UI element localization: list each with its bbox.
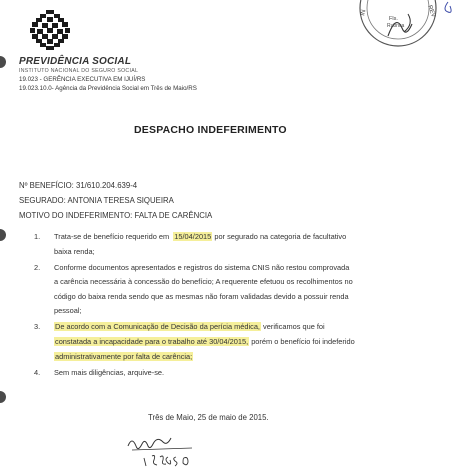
- page-stamp-icon: [358, 0, 438, 50]
- brand-name: PREVIDÊNCIA SOCIAL: [19, 56, 132, 67]
- item-number: 2.: [34, 262, 41, 272]
- list-item: 3. De acordo com a Comunicação de Decisão da perícia médica, verificamos que foi constatada a incapacidade para o trabalho até 30/04/2015, porém o benefício foi indeferido administrativamente por falta de carência;: [34, 322, 355, 361]
- highlight-text: De acordo com a Comunicação de Decisão da perícia médica,: [55, 322, 260, 332]
- signature-icon: [120, 432, 210, 472]
- despacho-list: [34, 230, 414, 382]
- item-number: 1.: [34, 232, 41, 241]
- date-line: Três de Maio, 25 de maio de 2015.: [148, 413, 269, 422]
- gerencia-line: 19.023 - GERÊNCIA EXECUTIVA EM IJUÍ/RS: [19, 76, 146, 83]
- stamp-sub: Rubrica: [387, 23, 405, 29]
- svg-text:REV: REV: [426, 4, 436, 19]
- punch-hole: [0, 56, 6, 68]
- document-title: DESPACHO INDEFERIMENTO: [134, 124, 287, 136]
- highlight-text: constatada a incapacidade para o trabalho até 30/04/2015,: [55, 336, 249, 346]
- item-number: 3.: [34, 322, 41, 332]
- segurado-field: SEGURADO: ANTONIA TERESA SIQUEIRA: [19, 196, 174, 205]
- previdencia-logo-icon: [28, 8, 72, 52]
- institute-name: INSTITUTO NACIONAL DO SEGURO SOCIAL: [19, 68, 139, 74]
- item-number: 4.: [34, 367, 41, 377]
- agencia-line: 19.023.10.0- Agência da Previdência Social em Três de Maio/RS: [19, 85, 197, 92]
- list-item: 1. Trata-se de benefício requerido em 15/04/2015 por segurado na categoria de facultativo baixa renda;: [34, 232, 347, 256]
- list-item: 2. Conforme documentos apresentados e registros do sistema CNIS não restou comprovada a carência necessária à concessão do benefício; A requerente efetuou os recolhimentos no código do baixa renda sendo que as mesmas não foram validadas devido a possuir renda pessoal;: [34, 262, 353, 316]
- svg-text:IN: IN: [360, 9, 368, 17]
- stamp-label: Fls.: [389, 16, 398, 22]
- highlight-text: administrativamente por falta de carência;: [55, 351, 193, 361]
- initial-mark-icon: [440, 0, 458, 20]
- punch-hole: [0, 391, 6, 403]
- motivo-field: MOTIVO DO INDEFERIMENTO: FALTA DE CARÊNCIA: [19, 211, 213, 220]
- list-item: 4. Sem mais diligências, arquive-se.: [34, 366, 414, 381]
- highlight-date: 15/04/2015: [174, 232, 212, 241]
- beneficio-field: Nº BENEFÍCIO: 31/610.204.639-4: [19, 181, 138, 190]
- punch-hole: [0, 229, 6, 241]
